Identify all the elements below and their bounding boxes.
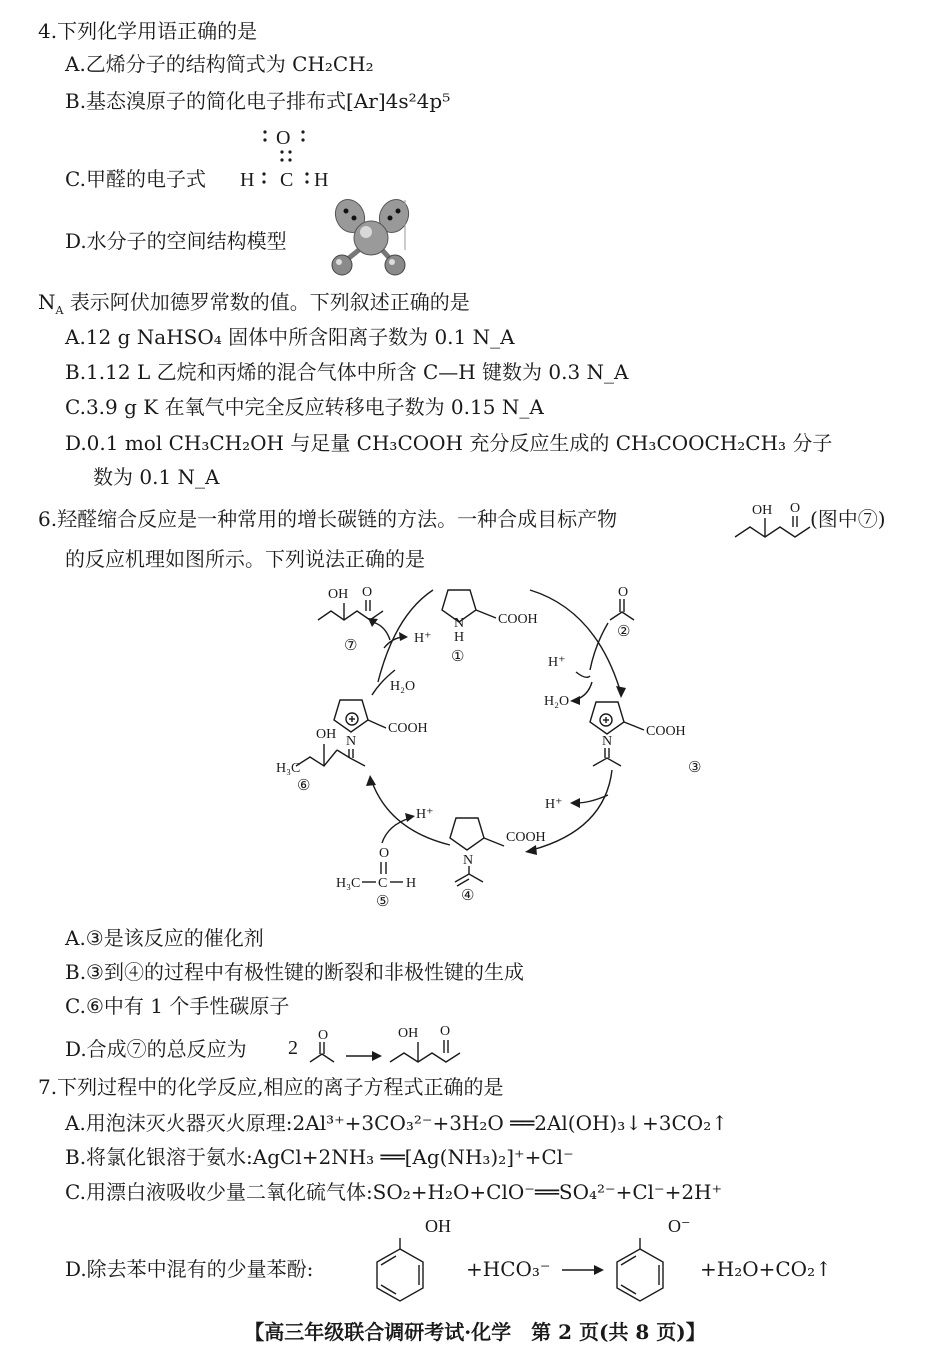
q6-d-total-reaction [288, 1024, 460, 1062]
svg-text:N: N [346, 734, 357, 749]
label-1: ① [451, 649, 465, 665]
label-3: ③ [688, 760, 702, 776]
q7-stem: 7.下列过程中的化学反应,相应的离子方程式正确的是 [38, 1075, 504, 1099]
q6-stem-line1-a: 6.羟醛缩合反应是一种常用的增长碳链的方法。一种合成目标产物 [38, 507, 618, 531]
efo-o: O [276, 127, 291, 149]
svg-text:O: O [790, 501, 801, 516]
svg-text:2: 2 [288, 1037, 298, 1059]
svg-text:OH: OH [752, 503, 773, 518]
q4-option-b: B.基态溴原子的简化电子排布式[Ar]4s²4p⁵ [65, 89, 451, 113]
label-2: ② [617, 624, 631, 640]
q7-option-c: C.用漂白液吸收少量二氧化硫气体:SO₂+H₂O+ClO⁻══SO₄²⁻+Cl⁻+2H⁺ [65, 1180, 723, 1204]
q6-stem-line2: 的反应机理如图所示。下列说法正确的是 [65, 547, 425, 571]
svg-text:O: O [318, 1028, 329, 1043]
q7-d-phenoxide [617, 1216, 691, 1301]
water-molecule-model [330, 195, 414, 275]
label-5: ⑤ [376, 894, 390, 910]
compound-1 [442, 590, 538, 665]
page-footer: 【高三年级联合调研考试·化学 第 2 页(共 8 页)】 [244, 1320, 706, 1344]
svg-text:COOH: COOH [388, 721, 428, 736]
svg-text:C: C [378, 876, 388, 891]
q7-option-a: A.用泡沫灭火器灭火原理:2Al³⁺+3CO₃²⁻+3H₂O ══2Al(OH)₃↓+3CO₂↑ [65, 1111, 728, 1135]
q5-option-d-line2: 数为 0.1 N_A [93, 465, 220, 489]
svg-text:OH: OH [328, 587, 349, 602]
formaldehyde-electron-formula [240, 127, 328, 191]
svg-text:O⁻: O⁻ [668, 1216, 691, 1236]
svg-text:N: N [463, 853, 474, 868]
q5-stem: $N_A$ 表示阿伏加德罗常数的值。下列叙述正确的是 [38, 290, 470, 317]
q6-option-d: D.合成⑦的总反应为 [65, 1037, 247, 1061]
arrow-1-to-3 [530, 590, 620, 690]
q6-stem-line1-b: (图中⑦) [810, 507, 886, 531]
svg-text:N: N [454, 616, 465, 631]
q7-d-end: +H₂O+CO₂↑ [700, 1257, 832, 1281]
label-6: ⑥ [297, 778, 311, 794]
svg-text:N: N [602, 734, 613, 749]
q5-option-a: A.12 g NaHSO₄ 固体中所含阳离子数为 0.1 N_A [65, 325, 515, 349]
efo-c: C [280, 169, 294, 191]
label-7: ⑦ [344, 638, 358, 654]
q5-option-c: C.3.9 g K 在氧气中完全反应转移电子数为 0.15 N_A [65, 395, 544, 419]
q6-option-c: C.⑥中有 1 个手性碳原子 [65, 994, 290, 1018]
q7-option-d: D.除去苯中混有的少量苯酚: [65, 1257, 314, 1281]
svg-text:OH: OH [316, 727, 337, 742]
svg-text:OH: OH [425, 1216, 451, 1236]
svg-text:H⁺: H⁺ [545, 797, 563, 812]
q6-option-a: A.③是该反应的催化剂 [65, 926, 264, 950]
q4-stem: 4.下列化学用语正确的是 [38, 19, 258, 43]
svg-text:H₂O: H₂O [544, 694, 570, 709]
svg-text:O: O [362, 585, 373, 600]
svg-text:COOH: COOH [498, 612, 538, 627]
q4-option-c: C.甲醛的电子式 [65, 167, 206, 191]
q7-d-middle: +HCO₃⁻ [466, 1257, 551, 1281]
arrow-to-product-7 [372, 622, 390, 640]
svg-text:O: O [618, 585, 629, 600]
svg-text:COOH: COOH [506, 830, 546, 845]
q5-option-b: B.1.12 L 乙烷和丙烯的混合气体中所含 C—H 键数为 0.3 N_A [65, 360, 629, 384]
svg-text:OH: OH [398, 1026, 419, 1041]
q7-option-b: B.将氯化银溶于氨水:AgCl+2NH₃ ══[Ag(NH₃)₂]⁺+Cl⁻ [65, 1145, 574, 1169]
svg-text:O: O [379, 846, 390, 861]
efo-h1: H [240, 169, 255, 191]
q4-option-a: A.乙烯分子的结构简式为 CH₂CH₂ [65, 52, 374, 76]
q7-d-phenol [377, 1216, 451, 1301]
compound-5 [336, 846, 416, 910]
svg-text:H⁺: H⁺ [548, 655, 566, 670]
target-product-skeleton [735, 501, 810, 537]
compound-6 [276, 700, 428, 794]
label-4: ④ [461, 888, 475, 904]
svg-text:COOH: COOH [646, 724, 686, 739]
svg-text:H: H [454, 630, 465, 645]
svg-text:H: H [406, 876, 417, 891]
svg-text:H₂O: H₂O [390, 679, 416, 694]
arrow-4-to-6 [372, 782, 450, 845]
svg-text:H₃C: H₃C [276, 761, 301, 776]
compound-3 [590, 702, 701, 776]
svg-text:H₃C: H₃C [336, 876, 361, 891]
q6-option-b: B.③到④的过程中有极性键的断裂和非极性键的生成 [65, 960, 524, 984]
q7-d-arrow [562, 1265, 604, 1275]
q5-option-d-line1: D.0.1 mol CH₃CH₂OH 与足量 CH₃COOH 充分反应生成的 CH₃COOCH₂CH₃ 分子 [65, 431, 833, 455]
svg-text:H⁺: H⁺ [416, 807, 434, 822]
q4-option-d: D.水分子的空间结构模型 [65, 229, 287, 253]
svg-text:O: O [440, 1024, 451, 1039]
compound-4 [450, 818, 546, 904]
svg-text:H⁺: H⁺ [414, 631, 432, 646]
efo-h2: H [314, 169, 329, 191]
compound-2 [610, 585, 634, 640]
